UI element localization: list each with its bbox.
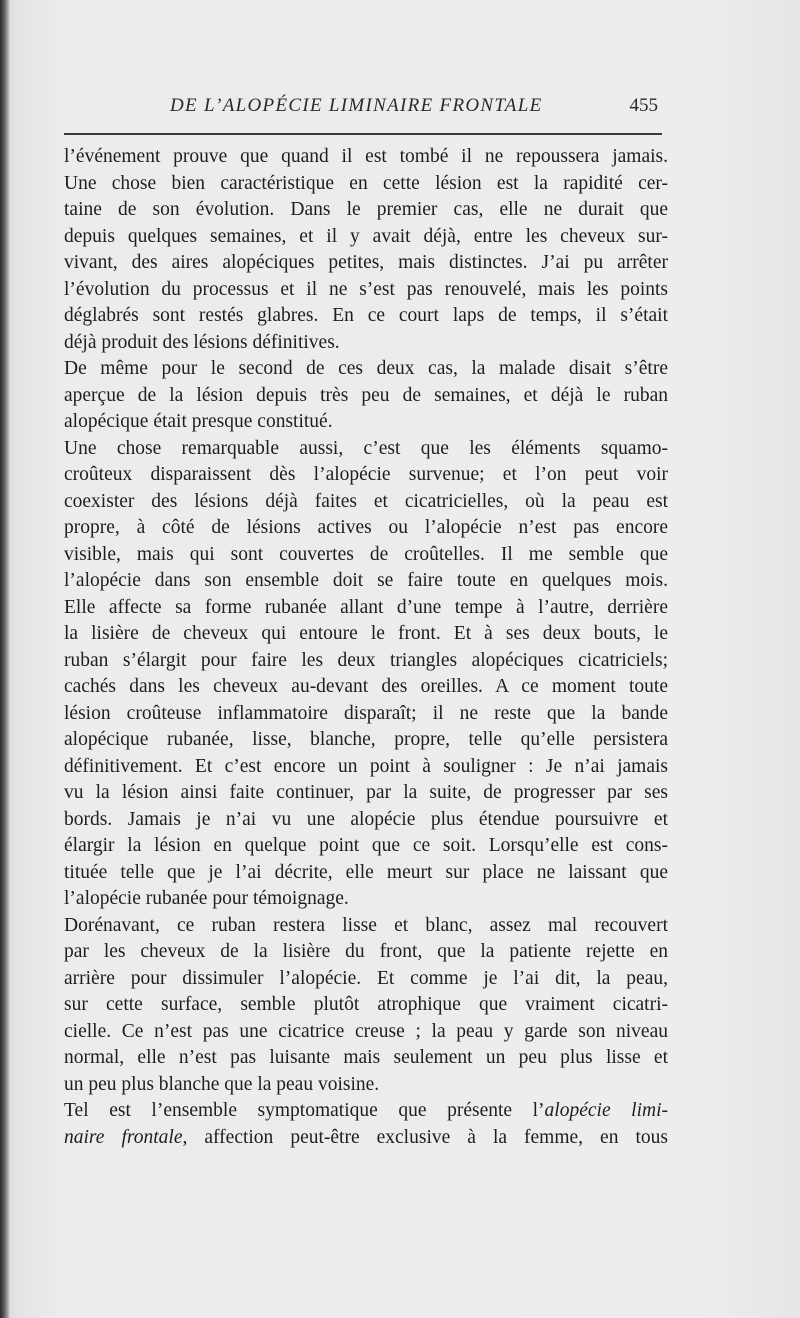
text-line: tituée telle que je l’ai décrite, elle meurt sur place ne laissant que [64,861,668,883]
text-line: vivant, des aires alopéciques petites, mais distinctes. J’ai pu arrêter [64,252,668,273]
book-spine-shadow [0,0,10,1318]
text-line: par les cheveux de la lisière du front, que la patiente rejette en [64,941,668,962]
text-line: visible, mais qui sont couvertes de croûtelles. Il me semble que [64,543,668,565]
text-line: l’alopécie dans son ensemble doit se faire toute en quelques mois. [64,570,668,591]
text-line: ruban s’élargit pour faire les deux triangles alopéciques cicatriciels; [64,649,668,671]
text-line: naire frontale, affection peut-être exclusive à la femme, en tous [64,1126,668,1148]
text-line: l’événement prouve que quand il est tombé il ne repoussera jamais. [64,146,668,167]
italic-term: naire frontale [64,1126,183,1148]
text-line: depuis quelques semaines, et il y avait déjà, entre les cheveux sur- [64,225,668,247]
text-line: alopécique rubanée, lisse, blanche, propre, telle qu’elle persistera [64,729,668,750]
text-line: taine de son évolution. Dans le premier cas, elle ne durait que [64,199,668,220]
text-line: déjà produit des lésions définitives. [64,331,340,353]
text-line: Une chose bien caractéristique en cette lésion est la rapidité cer- [64,172,668,194]
text-line: lésion croûteuse inflammatoire disparaît; il ne reste que la bande [64,702,668,724]
page-number: 455 [629,95,658,116]
text-line: alopécique était presque constitué. [64,411,333,432]
text-line: De même pour le second de ces deux cas, la malade disait s’être [64,358,668,379]
text-line: croûteux disparaissent dès l’alopécie survenue; et l’on peut voir [64,464,668,485]
page-header [64,95,664,123]
text-line: arrière pour dissimuler l’alopécie. Et comme je l’ai dit, la peau, [64,967,668,989]
body-text [64,144,668,1151]
text-line: Elle affecte sa forme rubanée allant d’une tempe à l’autre, derrière [64,596,668,618]
running-title: DE L’ALOPÉCIE LIMINAIRE FRONTALE [170,95,543,116]
text-line: Tel est l’ensemble symptomatique que présente l’alopécie limi- [64,1100,668,1121]
text-line: déglabrés sont restés glabres. En ce court laps de temps, il s’était [64,305,668,326]
text-line: définitivement. Et c’est encore un point à souligner : Je n’ai jamais [64,755,668,777]
text-line: cielle. Ce n’est pas une cicatrice creuse ; la peau y garde son niveau [64,1020,668,1042]
text-line: cachés dans les cheveux au-devant des oreilles. A ce moment toute [64,676,668,697]
italic-term: alopécie limi- [544,1100,668,1121]
text-line: bords. Jamais je n’ai vu une alopécie plus étendue poursuivre et [64,808,668,830]
text-line: propre, à côté de lésions actives ou l’alopécie n’est pas encore [64,517,668,538]
text-line: élargir la lésion en quelque point que ce soit. Lorsqu’elle est cons- [64,835,668,856]
text-line: aperçue de la lésion depuis très peu de semaines, et déjà le ruban [64,384,668,406]
text-line: sur cette surface, semble plutôt atrophique que vraiment cicatri- [64,994,668,1015]
text-line: Une chose remarquable aussi, c’est que les éléments squamo- [64,437,668,459]
text-line: vu la lésion ainsi faite continuer, par la suite, de progresser par ses [64,782,668,803]
text-line: coexister des lésions déjà faites et cicatricielles, où la peau est [64,490,668,512]
text-line: la lisière de cheveux qui entoure le front. Et à ses deux bouts, le [64,623,668,644]
header-rule [64,133,662,135]
text-line: un peu plus blanche que la peau voisine. [64,1073,380,1095]
text-line: l’alopécie rubanée pour témoignage. [64,888,349,909]
text-line: Dorénavant, ce ruban restera lisse et blanc, assez mal recouvert [64,914,668,936]
text-line: normal, elle n’est pas luisante mais seulement un peu plus lisse et [64,1047,668,1068]
text-line: l’évolution du processus et il ne s’est pas renouvelé, mais les points [64,278,668,300]
